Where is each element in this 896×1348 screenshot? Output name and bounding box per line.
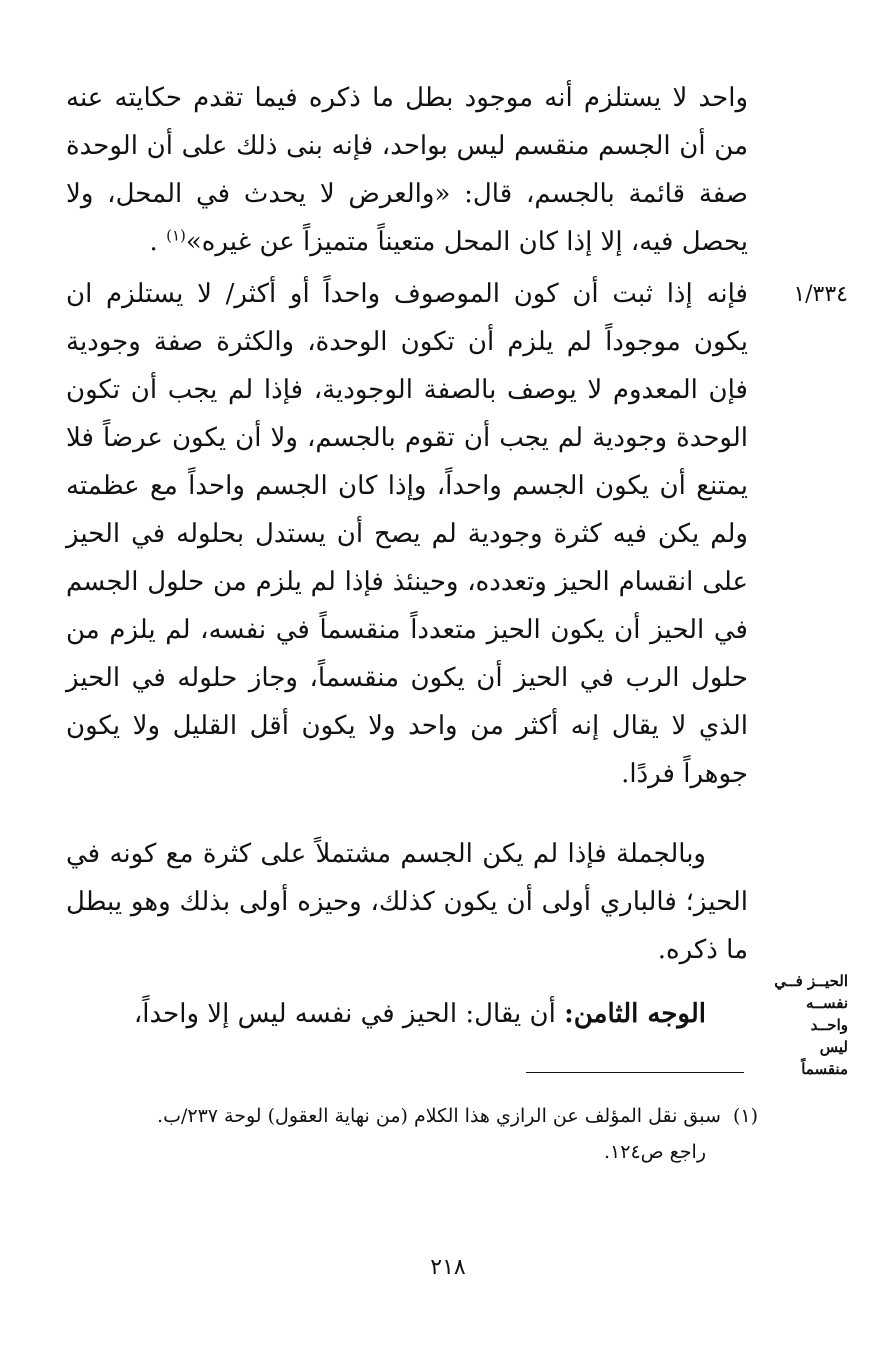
paragraph-1-text: واحد لا يستلزم أنه موجود بطل ما ذكره فيما تقدم حكايته عنه من أن الجسم منقسم ليس بواحد، فإنه بنى ذلك على أن الوحدة صفة قائمة بالجسم، قال: «والعرض لا يحدث في المحل، ولا يحصل فيه، إلا إذا كان المحل متعيناً متميزاً عن غيره» <box>66 83 748 257</box>
paragraph-4-text: أن يقال: الحيز في نفسه ليس إلا واحداً، <box>133 999 565 1029</box>
footnote-line-2: راجع ص١٢٤. <box>604 1141 706 1163</box>
section-heading-inline: الوجه الثامن: <box>564 999 706 1029</box>
footnote-reference: (١) <box>166 226 186 245</box>
paragraph-3-text: وبالجملة فإذا لم يكن الجسم مشتملاً على كثرة مع كونه في الحيز؛ فالباري أولى أن يكون كذلك، وحيزه أولى بذلك وهو يبطل ما ذكره. <box>66 839 748 965</box>
footnote-divider <box>526 1072 744 1073</box>
margin-heading-line: ليس منقسماً <box>801 1038 848 1078</box>
paragraph-2 <box>66 270 748 798</box>
footnote-number: (١) <box>732 1105 758 1127</box>
footnote-line-1: سبق نقل المؤلف عن الرازي هذا الكلام (من نهاية العقول) لوحة ٢٣٧/ب. <box>157 1105 721 1127</box>
paragraph-1 <box>66 74 748 266</box>
margin-folio-marker: ١/٣٣٤ <box>793 282 848 307</box>
margin-heading-line: الحيــز فــي <box>774 972 848 990</box>
paragraph-4 <box>66 990 748 1038</box>
margin-heading-line: نفســه واحــد <box>806 994 848 1034</box>
paragraph-1-end: . <box>149 227 167 257</box>
page-number: ٢١٨ <box>430 1255 466 1280</box>
margin-section-heading <box>768 970 848 1080</box>
paragraph-2-text: فإنه إذا ثبت أن كون الموصوف واحداً أو أكثر/ لا يستلزم ان يكون موجوداً لم يلزم أن تكون الوحدة، والكثرة صفة وجودية فإن المعدوم لا يوصف بالصفة الوجودية، فإذا لم يجب أن تكون الوحدة وجودية لم يجب أن تقوم بالجسم، ولا أن يكون عرضاً فلا يمتنع أن يكون الجسم واحداً، وإذا كان الجسم واحداً مع عظمته ولم يكن فيه كثرة وجودية لم يصح أن يستدل بحلوله في الحيز على انقسام الحيز وتعدده، وحينئذ فإذا لم يلزم من حلول الجسم في الحيز أن يكون الحيز متعدداً منقسماً في نفسه، لم يلزم من حلول الرب في الحيز أن يكون منقسماً، وجاز حلوله في الحيز الذي لا يقال إنه أكثر من واحد ولا يكون أقل القليل ولا يكون جوهراً فردًا. <box>66 279 748 789</box>
paragraph-3 <box>66 830 748 974</box>
footnote <box>78 1098 758 1170</box>
